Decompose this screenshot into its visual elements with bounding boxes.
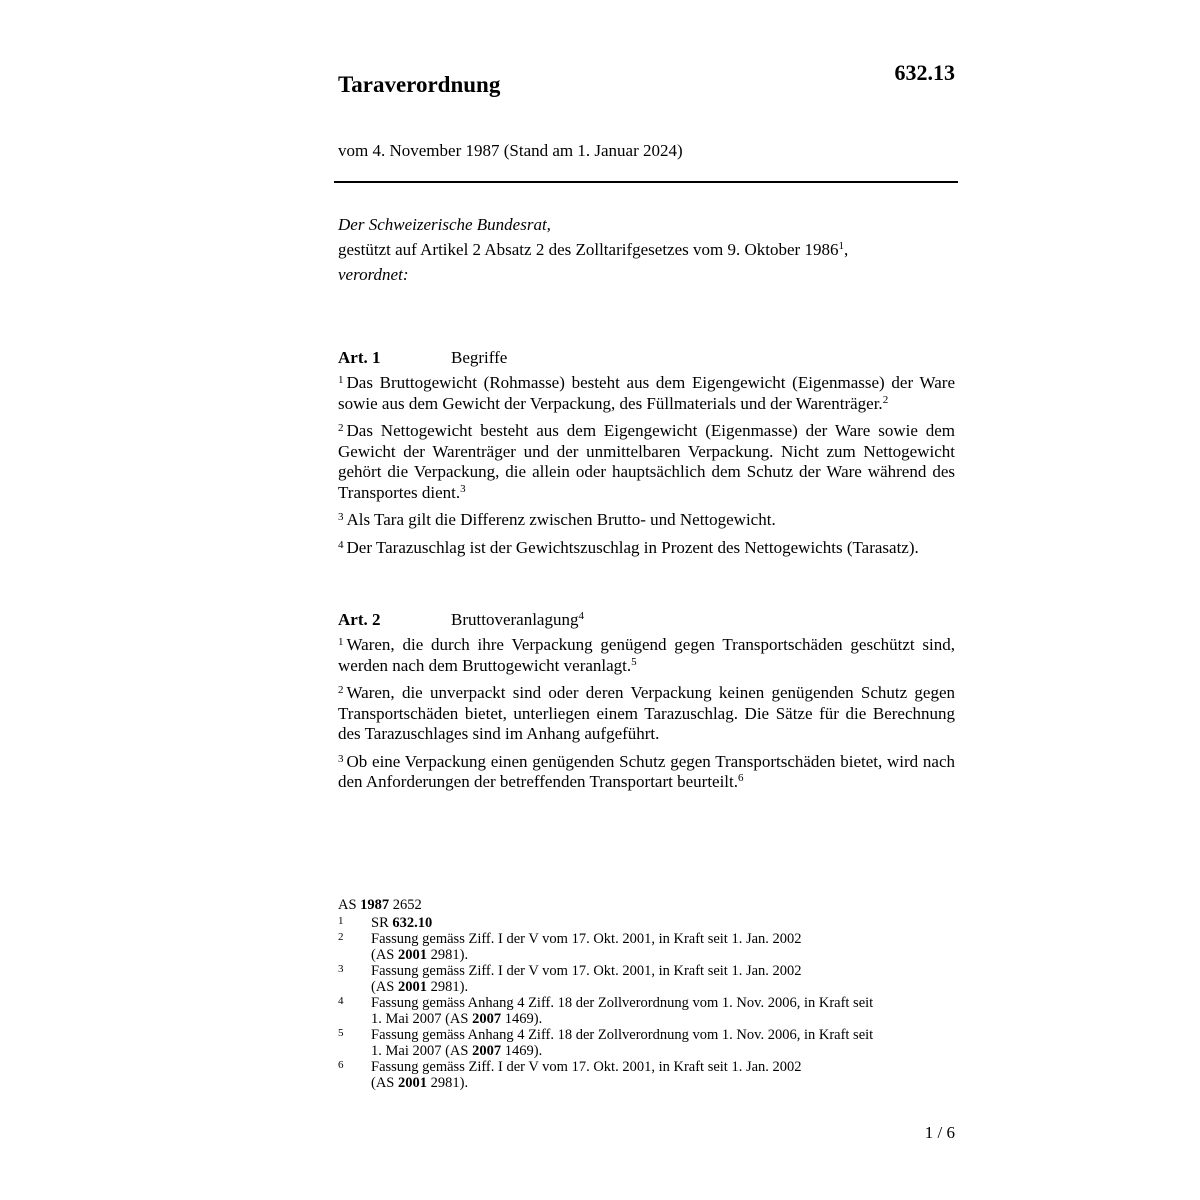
footnote-ref[interactable]: 6 bbox=[738, 772, 744, 784]
sr-number: 632.13 bbox=[894, 60, 955, 85]
paragraph-text: Das Bruttogewicht (Rohmasse) besteht aus dem Eigengewicht (Eigenmasse) der Ware sowie aus dem Gewicht der Verpackung, des Füllmaterials und der Warenträger. bbox=[338, 373, 955, 413]
footnote-text: Fassung gemäss Anhang 4 Ziff. 18 der Zollverordnung vom 1. Nov. 2006, in Kraft seit bbox=[371, 995, 874, 1011]
footnote-number: 2 bbox=[338, 931, 344, 943]
paragraph bbox=[338, 538, 955, 559]
footnote-text-line2 bbox=[371, 947, 958, 963]
footnote-3 bbox=[338, 963, 958, 995]
footnote-line2-bold: 2007 bbox=[472, 1043, 502, 1059]
footnote-line2-pre: (AS bbox=[371, 1075, 395, 1091]
paragraph-number: 1 bbox=[338, 374, 344, 386]
footnote-ref[interactable]: 5 bbox=[631, 655, 637, 668]
paragraph bbox=[338, 421, 955, 503]
date-line: vom 4. November 1987 (Stand am 1. Januar 2024) bbox=[338, 141, 683, 160]
footnotes bbox=[338, 897, 958, 1091]
footnote-line2-bold: 2001 bbox=[398, 979, 427, 995]
footnote-6 bbox=[338, 1059, 958, 1091]
paragraph-number: 2 bbox=[338, 684, 344, 696]
paragraph-text: Ob eine Verpackung einen genügenden Schutz gegen Transportschäden bietet, wird nach den Anforderungen der betreffenden Transportart beurteilt. bbox=[338, 751, 955, 791]
paragraph-number: 1 bbox=[338, 636, 344, 648]
footnote-number: 5 bbox=[338, 1027, 344, 1039]
footnote-text-line2 bbox=[371, 979, 958, 995]
paragraph-number: 3 bbox=[338, 752, 344, 765]
footnote-ref[interactable]: 2 bbox=[882, 393, 889, 406]
footnote-text: Fassung gemäss Ziff. I der V vom 17. Okt. 2001, in Kraft seit 1. Jan. 2002 bbox=[371, 931, 802, 947]
footnote-text: Fassung gemäss Ziff. I der V vom 17. Okt. 2001, in Kraft seit 1. Jan. 2002 bbox=[371, 1059, 802, 1075]
paragraph-text: Das Nettogewicht besteht aus dem Eigengewicht (Eigenmasse) der Ware sowie dem Gewicht der Warenträger und der unmittelbaren Verpackung. Nicht zum Nettogewicht gehört die Verpackung, die allein oder hauptsächlich dem Schutz der Ware während des Transportes dient. bbox=[338, 421, 955, 502]
preamble-basis bbox=[338, 237, 958, 262]
footnote-line2-pre: 1. Mai 2007 (AS bbox=[371, 1043, 469, 1059]
footnote-line2-post: 1469). bbox=[504, 1011, 543, 1027]
footnote-text: Fassung gemäss Anhang 4 Ziff. 18 der Zollverordnung vom 1. Nov. 2006, in Kraft seit bbox=[371, 1027, 874, 1043]
document-title: Taraverordnung bbox=[338, 72, 501, 97]
article-label: Art. 1 bbox=[338, 348, 381, 367]
footnote-text: Fassung gemäss Ziff. I der V vom 17. Okt. 2001, in Kraft seit 1. Jan. 2002 bbox=[371, 963, 802, 979]
paragraph-text: Der Tarazuschlag ist der Gewichtszuschlag in Prozent des Nettogewichts (Tarasatz). bbox=[346, 537, 919, 557]
paragraph bbox=[338, 635, 955, 676]
preamble-decree: verordnet: bbox=[338, 265, 409, 284]
paragraph-number: 4 bbox=[338, 538, 344, 551]
as-reference bbox=[338, 897, 958, 913]
footnote-line2-bold: 2007 bbox=[472, 1011, 502, 1027]
as-page: 2652 bbox=[392, 897, 422, 913]
footnote-line2-bold: 2001 bbox=[398, 947, 427, 963]
footnote-text-line2 bbox=[371, 1043, 958, 1059]
footnote-line2-pre: 1. Mai 2007 (AS bbox=[371, 1011, 469, 1027]
footnote-4 bbox=[338, 995, 958, 1027]
paragraph-text: Waren, die durch ihre Verpackung genügend gegen Transportschäden geschützt sind, werden nach dem Bruttogewicht veranlagt. bbox=[338, 635, 955, 675]
footnote-text-line2 bbox=[371, 1075, 958, 1091]
footnote-line2-pre: (AS bbox=[371, 979, 395, 995]
article-label: Art. 2 bbox=[338, 610, 381, 629]
article-2 bbox=[338, 607, 955, 800]
footnote-ref[interactable]: 3 bbox=[460, 482, 466, 495]
footnote-1 bbox=[338, 915, 958, 931]
preamble-basis-text: gestützt auf Artikel 2 Absatz 2 des Zolltarifgesetzes vom 9. Oktober 1986 bbox=[338, 240, 839, 259]
article-title: Bruttoveranlagung bbox=[451, 610, 579, 629]
paragraph-text: Waren, die unverpackt sind oder deren Verpackung keinen genügenden Schutz gegen Transportschäden bietet, unterliegen einem Tarazuschlag. Die Sätze für die Berechnung des Tarazuschlages sind im Anhang aufgeführt. bbox=[338, 683, 955, 743]
footnote-text: SR bbox=[371, 915, 389, 931]
footnote-number: 1 bbox=[338, 915, 344, 927]
paragraph bbox=[338, 683, 955, 745]
footnote-text-line2 bbox=[371, 1011, 958, 1027]
article-heading bbox=[338, 607, 955, 633]
footnote-2 bbox=[338, 931, 958, 963]
footnote-number: 4 bbox=[338, 995, 344, 1007]
footnote-line2-post: 2981). bbox=[430, 979, 469, 995]
paragraph bbox=[338, 510, 955, 531]
footnote-ref[interactable]: 4 bbox=[578, 610, 584, 622]
footnote-line2-pre: (AS bbox=[371, 947, 395, 963]
footnote-ref[interactable]: 1 bbox=[838, 240, 844, 252]
preamble bbox=[338, 212, 958, 287]
paragraph-number: 2 bbox=[338, 422, 344, 434]
footnote-5 bbox=[338, 1027, 958, 1059]
footnote-bold: 632.10 bbox=[392, 915, 433, 931]
footnote-number: 6 bbox=[338, 1059, 344, 1071]
footnote-line2-post: 1469). bbox=[504, 1043, 543, 1059]
footnote-line2-post: 2981). bbox=[430, 1075, 469, 1091]
footnote-line2-bold: 2001 bbox=[398, 1075, 427, 1091]
paragraph bbox=[338, 373, 955, 414]
preamble-authority: Der Schweizerische Bundesrat, bbox=[338, 215, 551, 234]
preamble-basis-end: , bbox=[843, 240, 849, 259]
header-rule bbox=[334, 181, 958, 183]
article-1 bbox=[338, 345, 955, 565]
article-title: Begriffe bbox=[451, 348, 508, 367]
paragraph bbox=[338, 752, 955, 793]
as-prefix: AS bbox=[338, 897, 357, 913]
paragraph-text: Als Tara gilt die Differenz zwischen Brutto- und Nettogewicht. bbox=[346, 510, 776, 529]
article-heading bbox=[338, 345, 955, 371]
page-number: 1 / 6 bbox=[924, 1123, 955, 1142]
as-year: 1987 bbox=[360, 897, 390, 913]
footnote-number: 3 bbox=[338, 963, 344, 975]
footnote-line2-post: 2981). bbox=[430, 947, 469, 963]
paragraph-number: 3 bbox=[338, 511, 344, 523]
